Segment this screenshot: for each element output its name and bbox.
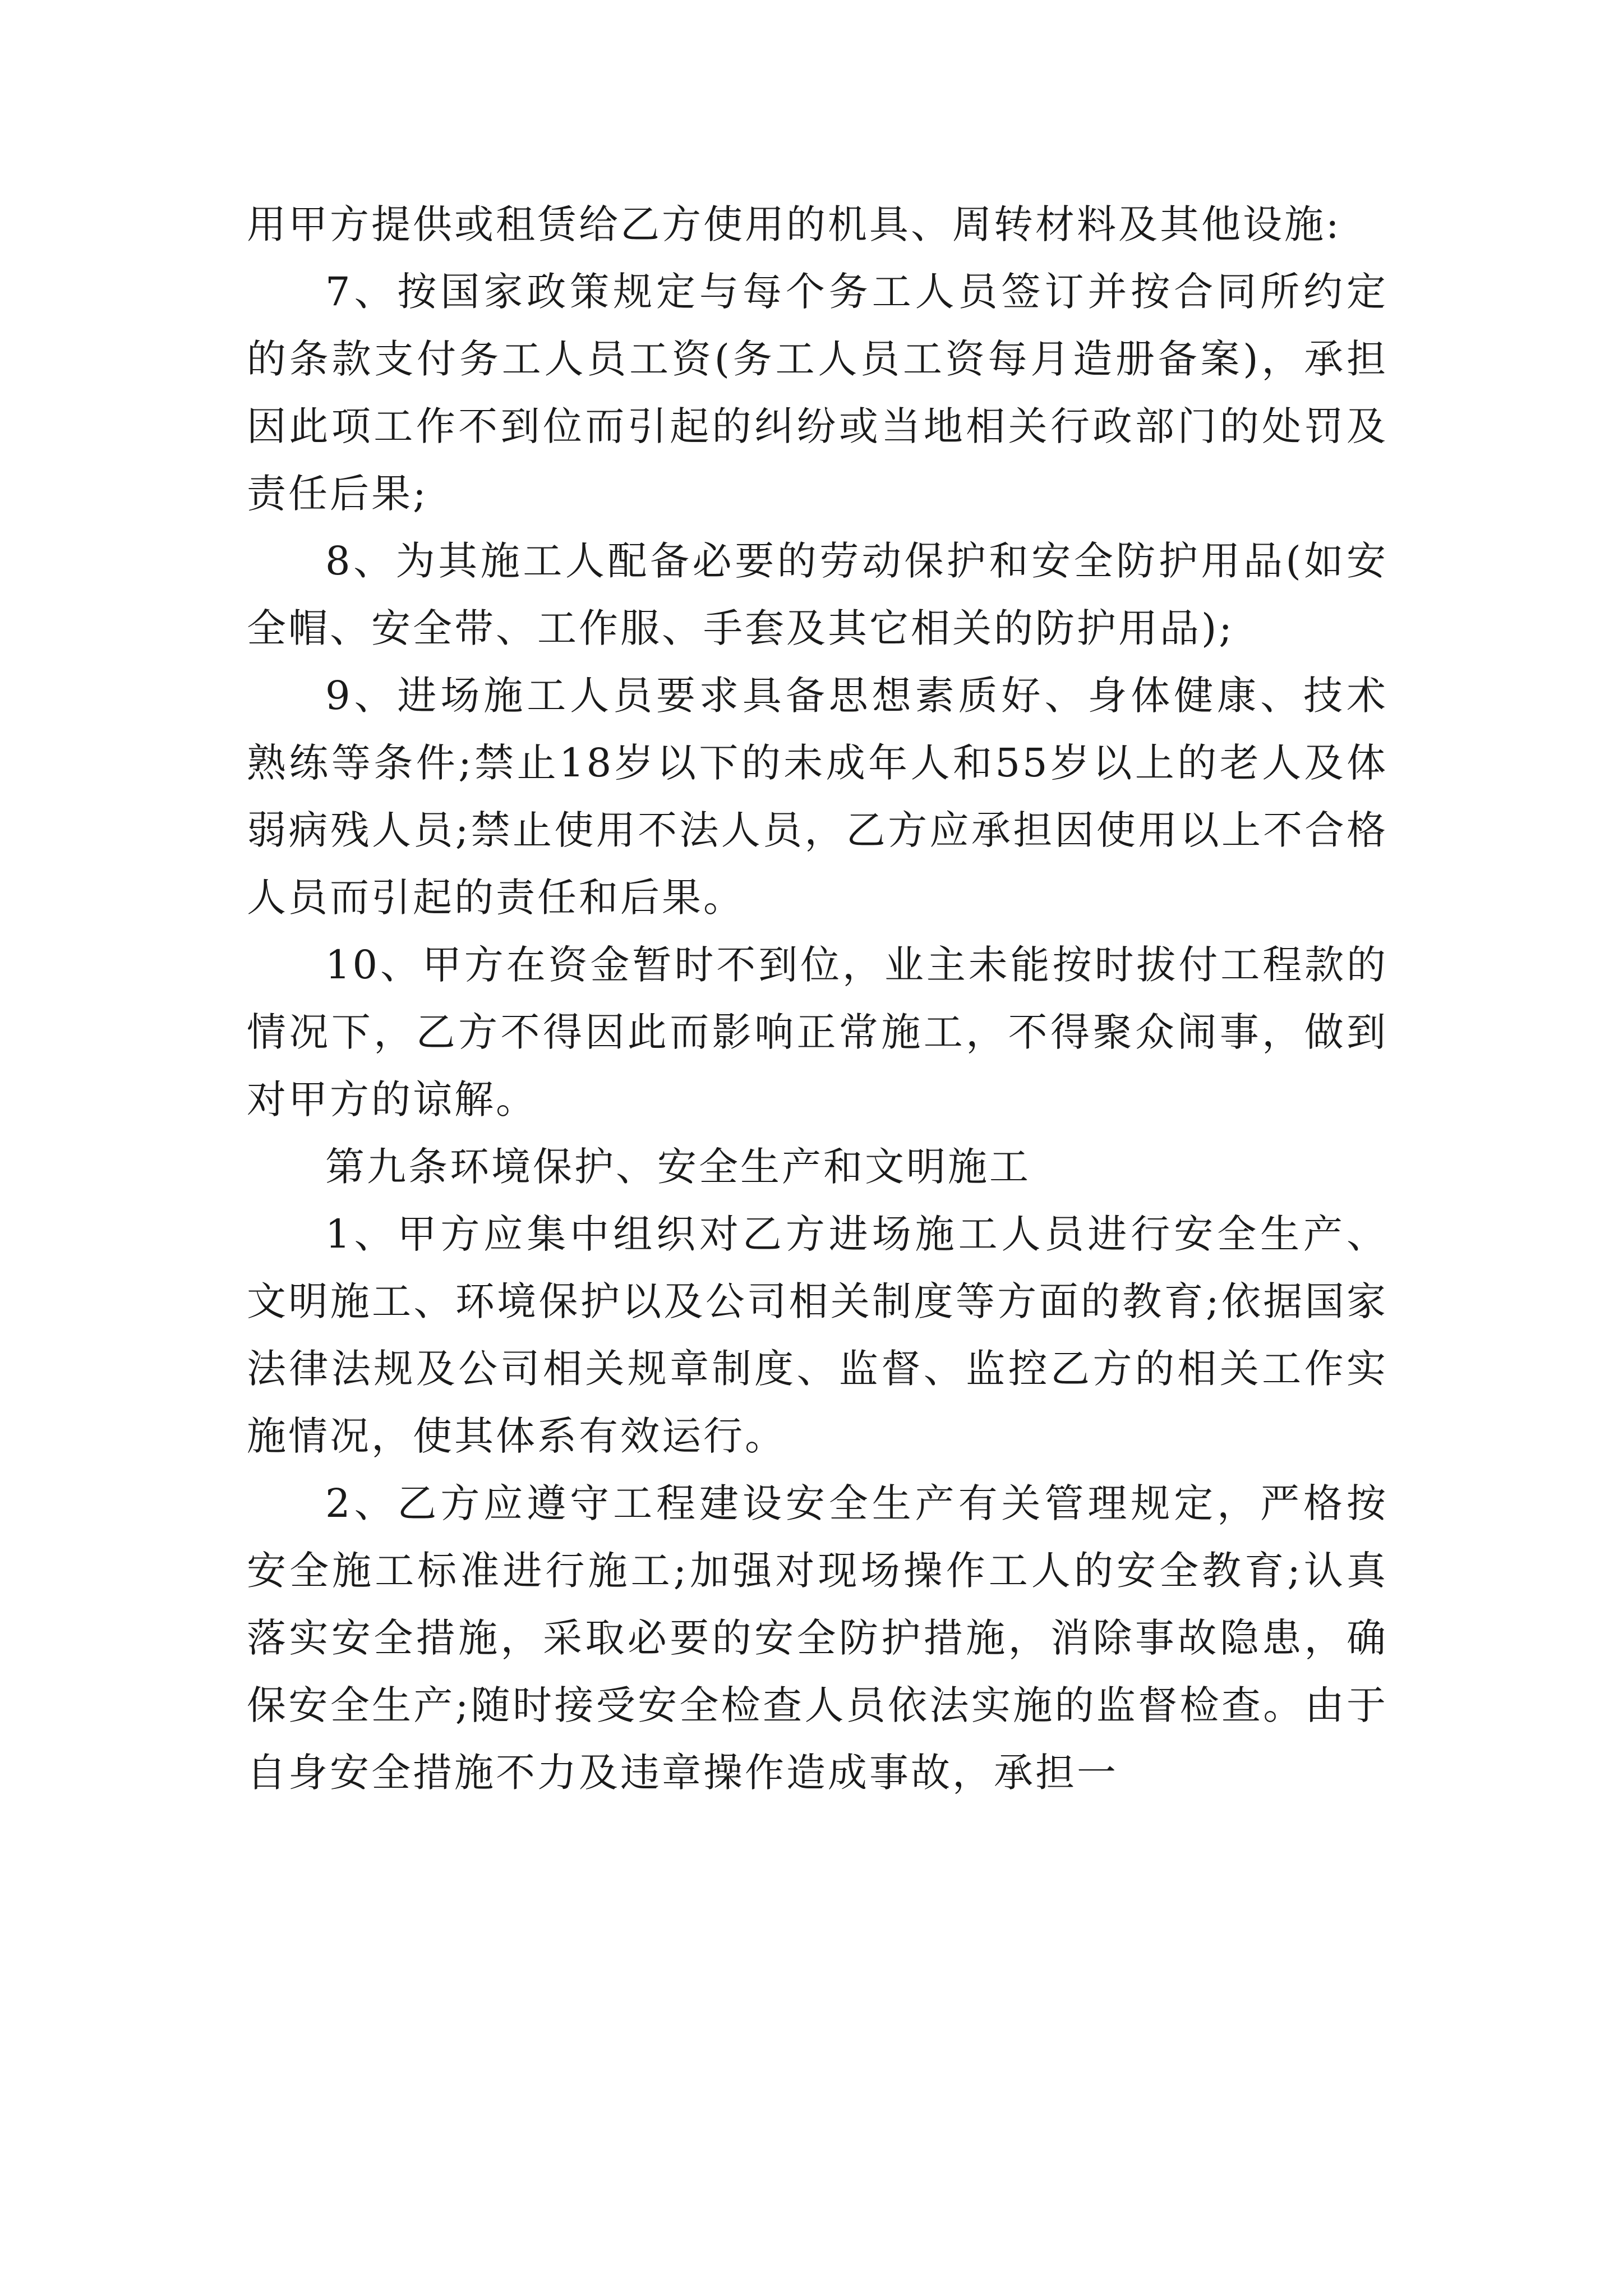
paragraph-clause-7: 7、按国家政策规定与每个务工人员签订并按合同所约定的条款支付务工人员工资(务工人员工资每月造册备案)，承担因此项工作不到位而引起的纠纷或当地相关行政部门的处罚及责任后果; [247, 269, 1388, 517]
paragraph-continuation: 用甲方提供或租赁给乙方使用的机具、周转材料及其他设施: [247, 201, 1341, 247]
paragraph-clause-10: 10、甲方在资金暂时不到位，业主未能按时拔付工程款的情况下，乙方不得因此而影响正常施工，不得聚众闹事，做到对甲方的谅解。 [247, 942, 1388, 1122]
paragraph-article-9-item-1: 1、甲方应集中组织对乙方进场施工人员进行安全生产、文明施工、环境保护以及公司相关制度等方面的教育;依据国家法律法规及公司相关规章制度、监督、监控乙方的相关工作实施情况，使其体系有效运行。 [247, 1211, 1388, 1459]
paragraph-article-9-item-2: 2、乙方应遵守工程建设安全生产有关管理规定，严格按安全施工标准进行施工;加强对现场操作工人的安全教育;认真落实安全措施，采取必要的安全防护措施，消除事故隐患，确保安全生产;随时接受安全检查人员依法实施的监督检查。由于自身安全措施不力及违章操作造成事故，承担一 [247, 1480, 1388, 1796]
section-heading-article-9: 第九条环境保护、安全生产和文明施工 [325, 1144, 1031, 1190]
paragraph-clause-8: 8、为其施工人配备必要的劳动保护和安全防护用品(如安全帽、安全带、工作服、手套及其它相关的防护用品); [247, 538, 1388, 651]
paragraph-clause-9: 9、进场施工人员要求具备思想素质好、身体健康、技术熟练等条件;禁止18岁以下的未成年人和55岁以上的老人及体弱病残人员;禁止使用不法人员，乙方应承担因使用以上不合格人员而引起的责任和后果。 [247, 673, 1388, 921]
document-body [247, 191, 1388, 1806]
